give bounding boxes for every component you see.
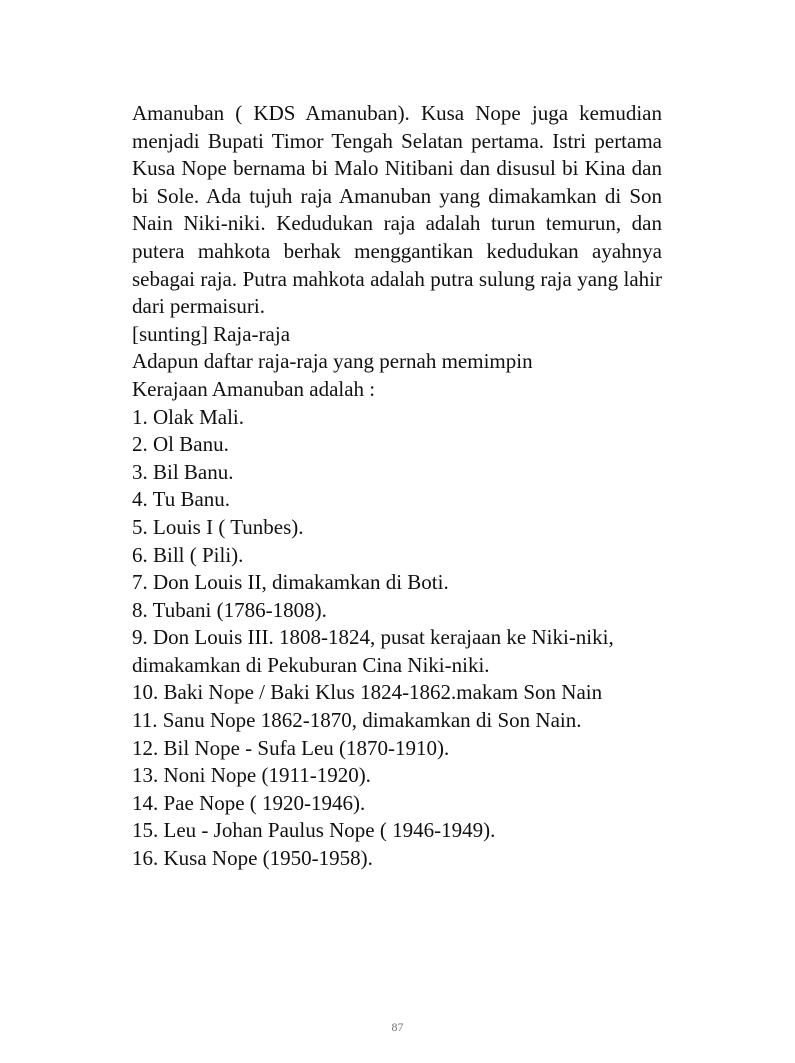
list-item: 15. Leu - Johan Paulus Nope ( 1946-1949).: [132, 818, 496, 843]
list-item: 6. Bill ( Pili).: [132, 542, 244, 567]
list-item: 12. Bil Nope - Sufa Leu (1870-1910).: [132, 735, 450, 760]
list-item: 14. Pae Nope ( 1920-1946).: [132, 790, 366, 815]
body-text: [132, 100, 662, 873]
rulers-list: [132, 404, 662, 873]
list-item: 2. Ol Banu.: [132, 432, 229, 457]
list-item: 4. Tu Banu.: [132, 487, 231, 512]
list-item: 5. Louis I ( Tunbes).: [132, 514, 304, 539]
list-item: 13. Noni Nope (1911-1920).: [132, 763, 371, 788]
list-item: 8. Tubani (1786-1808).: [132, 597, 327, 622]
list-item-text: 9. Don Louis III. 1808-1824, pusat kerajaan ke Niki-niki,: [132, 625, 614, 650]
list-item: 11. Sanu Nope 1862-1870, dimakamkan di Son Nain.: [132, 708, 582, 733]
list-item-ruler-9: [132, 624, 662, 679]
list-item: 3. Bil Banu.: [132, 459, 234, 484]
list-item: 1. Olak Mali.: [132, 404, 244, 429]
page-number: 87: [391, 1020, 404, 1034]
list-item: 7. Don Louis II, dimakamkan di Boti.: [132, 570, 449, 595]
list-intro-line-1: Adapun daftar raja-raja yang pernah memimpin: [132, 349, 533, 374]
list-item: 10. Baki Nope / Baki Klus 1824-1862.makam Son Nain: [132, 680, 603, 705]
list-intro-line-2: Kerajaan Amanuban adalah :: [132, 376, 376, 401]
list-item: 16. Kusa Nope (1950-1958).: [132, 846, 373, 871]
section-heading: [sunting] Raja-raja: [132, 321, 291, 346]
intro-paragraph: Amanuban ( KDS Amanuban). Kusa Nope juga kemudian menjadi Bupati Timor Tengah Selatan pertama. Istri pertama Kusa Nope bernama bi Malo Nitibani dan disusul bi Kina dan bi Sole. Ada tujuh raja Amanuban yang dimakamkan di Son Nain Niki-niki. Kedudukan raja adalah turun temurun, dan putera mahkota berhak menggantikan kedudukan ayahnya sebagai raja. Putra mahkota adalah putra sulung raja yang lahir dari permaisuri.: [132, 101, 662, 319]
list-item-continuation: dimakamkan di Pekuburan Cina Niki-niki.: [132, 652, 490, 677]
